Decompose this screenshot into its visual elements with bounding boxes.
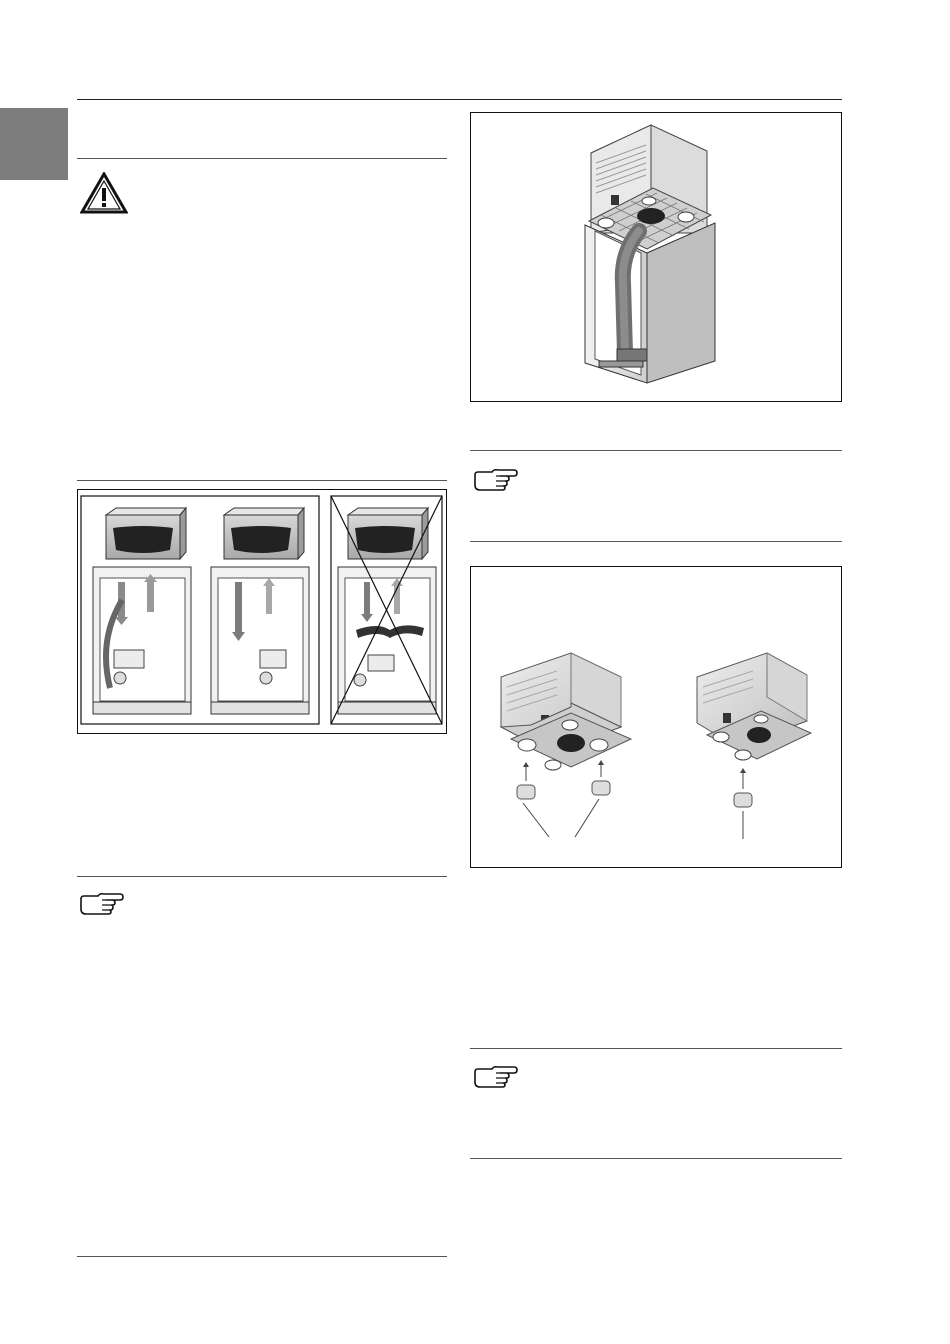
cabinet-correct-airflow-2 (211, 508, 309, 714)
pointing-hand-icon (472, 467, 518, 491)
pointing-hand-icon (78, 891, 124, 915)
section-rule-figure (77, 480, 447, 481)
section-rule-warning (77, 158, 447, 159)
cabinet-incorrect-airflow (331, 496, 442, 724)
condensate-hose-figure (470, 112, 842, 402)
cooling-unit-one-plug (697, 653, 811, 839)
section-rule-note-2-end (470, 541, 842, 542)
section-rule-note-3-end (470, 1158, 842, 1159)
warning-triangle-icon (80, 172, 128, 214)
cabinet-correct-airflow-1 (93, 508, 191, 714)
section-rule-bottom (77, 1256, 447, 1257)
section-rule-note-2 (470, 450, 842, 451)
drain-plug-figure (470, 566, 842, 868)
header-rule (77, 99, 842, 100)
chapter-tab (0, 108, 68, 180)
airflow-figure (77, 489, 447, 734)
cooling-unit-four-plugs (501, 653, 631, 837)
section-rule-note-1 (77, 876, 447, 877)
pointing-hand-icon (472, 1064, 518, 1088)
section-rule-note-3 (470, 1048, 842, 1049)
